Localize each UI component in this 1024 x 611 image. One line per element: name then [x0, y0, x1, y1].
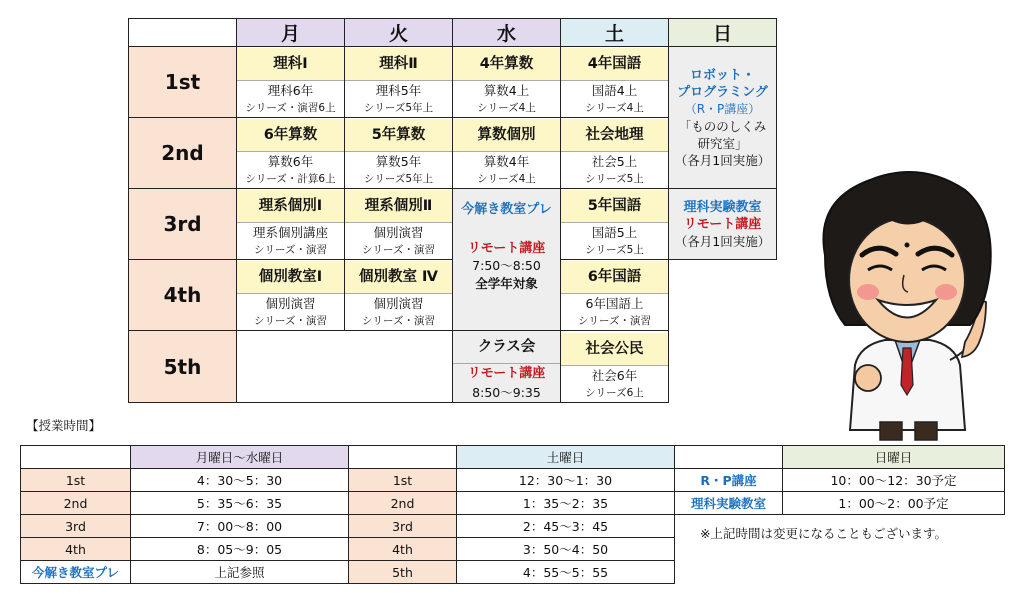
sat-time: 2：45～3：45 [457, 515, 675, 538]
lesson-text: シリーズ4上 [477, 102, 536, 114]
lesson-cell [237, 118, 345, 189]
robot-name-2: 研究室」 [697, 135, 748, 151]
lesson-sub: 算数4年 [483, 154, 530, 169]
lesson-title: 理系個別Ⅱ [345, 190, 452, 223]
header-sun: 日曜日 [783, 446, 1005, 469]
lesson-sub: 算数5年 [375, 154, 422, 169]
lesson-text: シリーズ5上 [585, 173, 644, 185]
sat-time: 4：55～5：55 [457, 561, 675, 584]
lesson-title: 6年算数 [237, 119, 344, 152]
times-header-row [21, 446, 1005, 469]
period-row-1 [129, 47, 777, 118]
lesson-sub: 国語5上 [591, 225, 638, 240]
sun-time: 10：00～12：30予定 [783, 469, 1005, 492]
sat-label: 4th [349, 538, 457, 561]
mw-time: 7：00～8：00 [131, 515, 349, 538]
mw-label: 3rd [21, 515, 131, 538]
lesson-cell [561, 260, 669, 331]
mw-label: 4th [21, 538, 131, 561]
day-header-tue: 火 [345, 19, 453, 47]
lesson-text: シリーズ5上 [585, 244, 644, 256]
mw-time: 5：35～6：35 [131, 492, 349, 515]
class-time: 8:50～9:35 [472, 385, 541, 400]
lesson-cell [561, 47, 669, 118]
lesson-title: 理系個別Ⅰ [237, 190, 344, 223]
lab-remote: リモート講座 [683, 216, 762, 232]
lesson-text: シリーズ4上 [477, 173, 536, 185]
robot-frequency: （各月1回実施） [674, 152, 771, 168]
header-corner [129, 19, 237, 47]
sat-time: 3：50～4：50 [457, 538, 675, 561]
pre-title: 今解き教室プレ [461, 201, 552, 217]
lesson-sub: 個別演習 [265, 296, 316, 311]
mw-time: 8：05～9：05 [131, 538, 349, 561]
mw-label: 1st [21, 469, 131, 492]
header-mon-wed: 月曜日～水曜日 [131, 446, 349, 469]
lesson-sub: 理系個別講座 [252, 225, 328, 240]
lesson-cell [345, 260, 453, 331]
lesson-title: 個別教室 Ⅳ [345, 261, 452, 294]
mw-time: 上記参照 [131, 561, 349, 584]
sun-robot-cell [669, 47, 777, 189]
day-header-sun: 日 [669, 19, 777, 47]
lesson-sub: 理科5年 [375, 83, 422, 98]
mw-label: 2nd [21, 492, 131, 515]
wed-class-cell [453, 331, 561, 403]
times-corner-sat [349, 446, 457, 469]
period-row-5 [129, 331, 777, 403]
pre-remote: リモート講座 [467, 240, 546, 256]
sat-label: 2nd [349, 492, 457, 515]
teacher-cartoon-icon [800, 160, 1015, 445]
lesson-cell [237, 260, 345, 331]
lesson-cell [237, 47, 345, 118]
times-row-1 [21, 469, 1005, 492]
empty-cell [669, 331, 777, 403]
schedule-note: ※上記時間は変更になることもございます。 [700, 526, 947, 541]
mw-time: 4：30～5：30 [131, 469, 349, 492]
lesson-cell [453, 47, 561, 118]
empty-cell [669, 260, 777, 331]
robot-title-1: ロボット・ [689, 67, 755, 83]
header-sat: 土曜日 [457, 446, 675, 469]
day-header-sat: 土 [561, 19, 669, 47]
times-corner [21, 446, 131, 469]
lesson-sub: 算数6年 [267, 154, 314, 169]
lesson-text: シリーズ・演習 [362, 315, 435, 327]
sat-label: 5th [349, 561, 457, 584]
lesson-sub: 理科6年 [267, 83, 314, 98]
times-row-5 [21, 561, 1005, 584]
lesson-sub: 国語4上 [591, 83, 638, 98]
pre-target: 全学年対象 [475, 275, 538, 291]
lesson-title: 理科Ⅰ [237, 48, 344, 81]
sat-time: 12：30～1：30 [457, 469, 675, 492]
day-header-wed: 水 [453, 19, 561, 47]
lesson-cell [561, 189, 669, 260]
lab-frequency: （各月1回実施） [674, 233, 771, 249]
pre-time: 7:50～8:50 [472, 257, 541, 273]
lesson-sub: 個別演習 [373, 225, 424, 240]
lesson-text: シリーズ・演習 [254, 315, 327, 327]
sun-label: R・P講座 [675, 469, 783, 492]
lesson-sub: 6年国語上 [585, 296, 644, 311]
lesson-cell [561, 331, 669, 403]
lesson-cell [345, 118, 453, 189]
period-row-3 [129, 189, 777, 260]
lesson-title: 5年算数 [345, 119, 452, 152]
sat-label: 1st [349, 469, 457, 492]
lesson-title: 4年国語 [561, 48, 668, 81]
times-caption: 【授業時間】 [26, 418, 102, 433]
lesson-cell [345, 189, 453, 260]
robot-title-2: プログラミング [677, 84, 768, 100]
robot-course: （R・P講座） [684, 101, 761, 116]
sun-time: 1：00～2：00予定 [783, 492, 1005, 515]
day-header-mon: 月 [237, 19, 345, 47]
wed-pre-cell [453, 189, 561, 331]
robot-name-1: 「もののしくみ [678, 118, 767, 134]
lesson-sub: 社会5上 [591, 154, 638, 169]
sat-time: 1：35～2：35 [457, 492, 675, 515]
empty-cell [237, 331, 453, 403]
lesson-text: シリーズ・計算6上 [245, 173, 336, 185]
lab-title: 理科実験教室 [683, 199, 762, 215]
lesson-cell [345, 47, 453, 118]
lesson-cell [453, 118, 561, 189]
lesson-title: 算数個別 [453, 119, 560, 152]
day-header-row [129, 19, 777, 47]
period-label: 4th [129, 260, 237, 331]
mw-label: 今解き教室プレ [21, 561, 131, 584]
class-remote: リモート講座 [467, 366, 546, 381]
weekly-schedule-table [128, 18, 777, 403]
sat-label: 3rd [349, 515, 457, 538]
lesson-text: シリーズ5年上 [363, 102, 434, 114]
blank-area [675, 561, 1005, 584]
class-times-table [20, 445, 1005, 584]
lesson-title: 社会地理 [561, 119, 668, 152]
lesson-text: シリーズ・演習 [578, 315, 651, 327]
lesson-title: 4年算数 [453, 48, 560, 81]
sun-label: 理科実験教室 [675, 492, 783, 515]
lesson-cell [237, 189, 345, 260]
lesson-text: シリーズ・演習 [254, 244, 327, 256]
lesson-title: 理科Ⅱ [345, 48, 452, 81]
lesson-title: 6年国語 [561, 261, 668, 294]
lesson-title: 社会公民 [561, 333, 668, 366]
period-label: 2nd [129, 118, 237, 189]
sun-lab-cell [669, 189, 777, 260]
period-label: 5th [129, 331, 237, 403]
lesson-title: 個別教室Ⅰ [237, 261, 344, 294]
times-corner-sun [675, 446, 783, 469]
lesson-cell [561, 118, 669, 189]
times-row-2 [21, 492, 1005, 515]
lesson-sub: 個別演習 [373, 296, 424, 311]
lesson-sub: 算数4上 [483, 83, 530, 98]
lesson-text: シリーズ4上 [585, 102, 644, 114]
lesson-text: シリーズ5年上 [363, 173, 434, 185]
lesson-title: 5年国語 [561, 190, 668, 223]
lesson-text: シリーズ・演習6上 [245, 102, 336, 114]
period-label: 3rd [129, 189, 237, 260]
period-label: 1st [129, 47, 237, 118]
lesson-text: シリーズ・演習 [362, 244, 435, 256]
lesson-sub: 社会6年 [591, 367, 638, 383]
lesson-text: シリーズ6上 [585, 386, 644, 399]
class-title: クラス会 [453, 331, 560, 364]
